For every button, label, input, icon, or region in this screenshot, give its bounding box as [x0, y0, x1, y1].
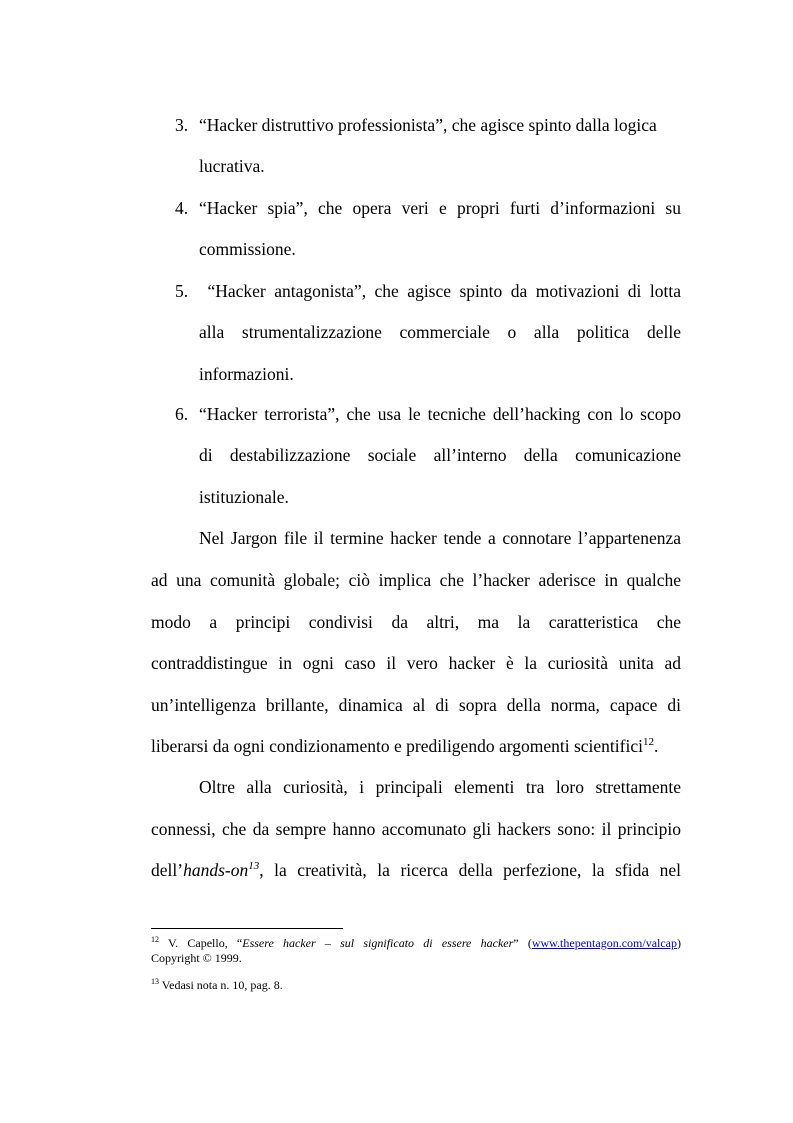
italic-term: hands-on: [183, 860, 249, 880]
paragraph-line: [151, 736, 681, 756]
footnote: [151, 978, 681, 993]
footnote-text: ): [677, 936, 681, 950]
list-item-line: “Hacker antagonista”, che agisce spinto da motivazioni di lotta: [199, 281, 681, 301]
footnote-line: Copyright © 1999.: [151, 951, 242, 965]
footnote-text: V. Capello, “: [159, 936, 243, 950]
list-item-number: 5.: [175, 281, 189, 301]
paragraph-line: Nel Jargon file il termine hacker tende a connotare l’appartenenza: [199, 528, 681, 548]
footnote-reference: 13: [248, 860, 260, 873]
list-item-line: di destabilizzazione sociale all’interno della comunicazione: [199, 445, 681, 465]
footnote-text: ” (: [513, 936, 532, 950]
paragraph-line: ad una comunità globale; ciò implica che l’hacker aderisce in qualche: [151, 570, 681, 590]
paragraph-text: , la creatività, la ricerca della perfezione, la sfida nel: [259, 860, 681, 880]
list-item-line: istituzionale.: [199, 487, 289, 507]
list-item-line: lucrativa.: [199, 156, 265, 176]
list-item-line: informazioni.: [199, 364, 294, 384]
paragraph-line: un’intelligenza brillante, dinamica al di sopra della norma, capace di: [151, 695, 681, 715]
list-item-line: “Hacker distruttivo professionista”, che agisce spinto dalla logica: [199, 115, 657, 135]
list-item-line: alla strumentalizzazione commerciale o alla politica delle: [199, 322, 681, 342]
paragraph-line: [151, 860, 681, 880]
footnote: [151, 936, 681, 951]
paragraph-line: connessi, che da sempre hanno accomunato gli hackers sono: il principio: [151, 819, 681, 839]
footnote-link[interactable]: www.thepentagon.com/valcap: [531, 936, 677, 950]
paragraph-text: dell’: [151, 860, 184, 880]
footnote-separator: [151, 928, 343, 929]
paragraph-text: liberarsi da ogni condizionamento e prediligendo argomenti scientifici: [151, 736, 643, 756]
list-item-number: 4.: [175, 198, 189, 218]
paragraph-line: Oltre alla curiosità, i principali elementi tra loro strettamente: [199, 777, 681, 797]
list-item-line: “Hacker terrorista”, che usa le tecniche dell’hacking con lo scopo: [199, 404, 681, 424]
paragraph-line: contraddistingue in ogni caso il vero hacker è la curiosità unita ad: [151, 653, 681, 673]
list-item-number: 6.: [175, 404, 189, 424]
list-item-number: 3.: [175, 115, 189, 135]
footnote-number: 13: [151, 977, 159, 986]
paragraph-end: .: [653, 736, 659, 756]
footnote-number: 12: [151, 935, 159, 944]
footnote-text: Vedasi nota n. 10, pag. 8.: [159, 978, 283, 992]
list-item-line: commissione.: [199, 239, 296, 259]
list-item-line: “Hacker spia”, che opera veri e propri furti d’informazioni su: [199, 198, 681, 218]
paragraph-line: modo a principi condivisi da altri, ma la caratteristica che: [151, 612, 681, 632]
footnote-title: Essere hacker – sul significato di essere hacker: [242, 936, 514, 950]
footnote-reference: 12: [642, 736, 654, 749]
